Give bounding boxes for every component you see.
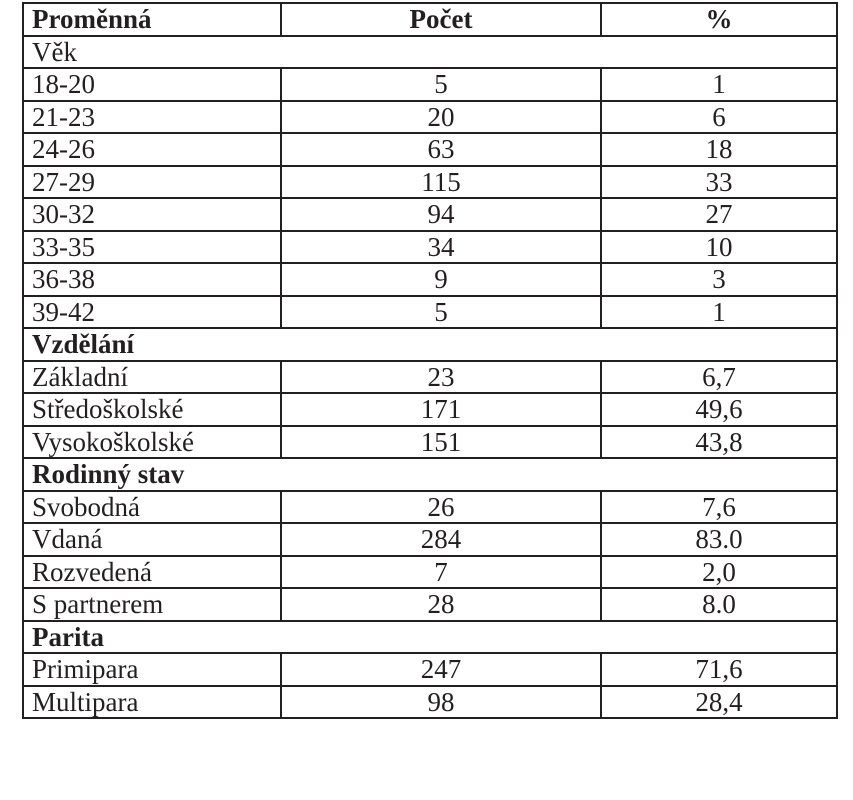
count-cell: 26: [281, 491, 601, 524]
table-row: [23, 491, 837, 524]
section-header-row: [23, 458, 837, 491]
percent-cell: 49,6: [601, 393, 837, 426]
percent-cell: 18: [601, 133, 837, 166]
percent-cell: 7,6: [601, 491, 837, 524]
count-cell: 7: [281, 556, 601, 589]
table-row: [23, 523, 837, 556]
variable-cell: Základní: [23, 361, 281, 394]
count-cell: 98: [281, 686, 601, 719]
table-row: [23, 231, 837, 264]
count-cell: 20: [281, 101, 601, 134]
percent-cell: 71,6: [601, 653, 837, 686]
percent-cell: 1: [601, 68, 837, 101]
percent-cell: 6: [601, 101, 837, 134]
table-row: [23, 556, 837, 589]
variable-cell: 18-20: [23, 68, 281, 101]
variable-cell: 36-38: [23, 263, 281, 296]
percent-cell: 2,0: [601, 556, 837, 589]
table-row: [23, 426, 837, 459]
section-title: Parita: [23, 621, 837, 654]
count-cell: 247: [281, 653, 601, 686]
count-cell: 151: [281, 426, 601, 459]
count-cell: 34: [281, 231, 601, 264]
variable-cell: 33-35: [23, 231, 281, 264]
variable-cell: 24-26: [23, 133, 281, 166]
percent-cell: 33: [601, 166, 837, 199]
table-row: [23, 133, 837, 166]
count-cell: 9: [281, 263, 601, 296]
section-title: Věk: [23, 36, 837, 69]
table-row: [23, 296, 837, 329]
percent-cell: 83.0: [601, 523, 837, 556]
table-row: [23, 263, 837, 296]
section-title: Vzdělání: [23, 328, 837, 361]
table-row: [23, 198, 837, 231]
table-row: [23, 686, 837, 719]
variable-cell: 30-32: [23, 198, 281, 231]
section-title: Rodinný stav: [23, 458, 837, 491]
variable-cell: S partnerem: [23, 588, 281, 621]
count-cell: 5: [281, 296, 601, 329]
header-row: [23, 3, 837, 36]
table-row: [23, 653, 837, 686]
variable-cell: 27-29: [23, 166, 281, 199]
variable-cell: Svobodná: [23, 491, 281, 524]
table-row: [23, 68, 837, 101]
percent-cell: 3: [601, 263, 837, 296]
percent-cell: 28,4: [601, 686, 837, 719]
table-row: [23, 588, 837, 621]
percent-cell: 1: [601, 296, 837, 329]
table-body: [23, 36, 837, 719]
header-cell-count: Počet: [281, 3, 601, 36]
percent-cell: 10: [601, 231, 837, 264]
count-cell: 23: [281, 361, 601, 394]
count-cell: 171: [281, 393, 601, 426]
percent-cell: 6,7: [601, 361, 837, 394]
count-cell: 63: [281, 133, 601, 166]
header-cell-percent: %: [601, 3, 837, 36]
percent-cell: 43,8: [601, 426, 837, 459]
variable-cell: Multipara: [23, 686, 281, 719]
variable-cell: Vdaná: [23, 523, 281, 556]
variable-cell: 21-23: [23, 101, 281, 134]
variable-cell: Vysokoškolské: [23, 426, 281, 459]
data-table: [22, 2, 838, 719]
count-cell: 284: [281, 523, 601, 556]
percent-cell: 27: [601, 198, 837, 231]
variable-cell: Středoškolské: [23, 393, 281, 426]
count-cell: 5: [281, 68, 601, 101]
section-header-row: [23, 328, 837, 361]
data-table-container: [22, 2, 836, 719]
header-cell-variable: Proměnná: [23, 3, 281, 36]
variable-cell: 39-42: [23, 296, 281, 329]
section-header-row: [23, 621, 837, 654]
variable-cell: Rozvedená: [23, 556, 281, 589]
variable-cell: Primipara: [23, 653, 281, 686]
count-cell: 28: [281, 588, 601, 621]
table-row: [23, 393, 837, 426]
count-cell: 94: [281, 198, 601, 231]
table-row: [23, 166, 837, 199]
table-row: [23, 361, 837, 394]
section-header-row: [23, 36, 837, 69]
table-row: [23, 101, 837, 134]
percent-cell: 8.0: [601, 588, 837, 621]
count-cell: 115: [281, 166, 601, 199]
